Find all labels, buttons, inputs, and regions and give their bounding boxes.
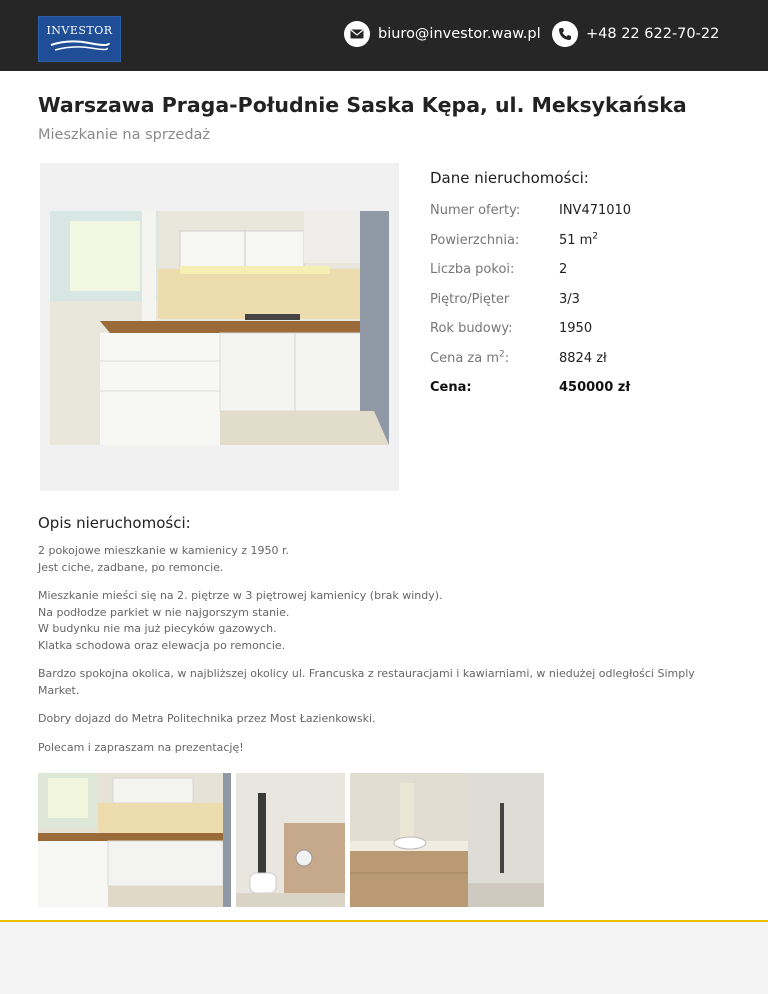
details-table	[430, 196, 750, 403]
logo-wave-graphic	[49, 39, 111, 55]
detail-row-price-per-m2	[430, 344, 750, 374]
contact-phone[interactable]	[552, 20, 719, 48]
page-footer	[0, 922, 768, 994]
detail-label: Cena:	[430, 380, 472, 396]
detail-row-offer-number	[430, 196, 750, 226]
detail-value: 1950	[559, 321, 593, 337]
gallery-photo-bathroom-toilet[interactable]	[236, 773, 345, 907]
contact-email[interactable]	[344, 20, 541, 48]
details-heading: Dane nieruchomości:	[430, 169, 589, 187]
investor-logo[interactable]	[38, 16, 121, 62]
detail-value: INV471010	[559, 203, 632, 219]
detail-row-area	[430, 226, 750, 256]
description-paragraph: Bardzo spokojna okolica, w najbliższej okolicy ul. Francuska z restauracjami i kawiarniami, w niedużej odległości Simply Market.	[38, 667, 695, 697]
main-photo-frame	[40, 163, 399, 491]
main-photo-kitchen[interactable]	[50, 211, 389, 445]
phone-icon	[552, 21, 578, 47]
detail-row-price	[430, 373, 750, 403]
gallery-photo-bathroom-sink[interactable]	[350, 773, 544, 907]
envelope-icon	[344, 21, 370, 47]
site-header	[0, 0, 768, 71]
detail-label: Liczba pokoi:	[430, 262, 515, 278]
logo-text: INVESTOR	[46, 24, 113, 37]
detail-value: 3/3	[559, 291, 580, 307]
detail-row-rooms	[430, 255, 750, 285]
detail-label: Powierzchnia:	[430, 232, 520, 248]
description-paragraph: Dobry dojazd do Metra Politechnika przez Most Łazienkowski.	[38, 712, 376, 725]
detail-label: Numer oferty:	[430, 203, 521, 219]
detail-value: 51 $m^2$	[559, 231, 599, 248]
detail-row-floor	[430, 285, 750, 315]
listing-subtitle: Mieszkanie na sprzedaż	[38, 127, 211, 143]
description-body	[38, 543, 738, 768]
detail-row-year-built	[430, 314, 750, 344]
description-heading: Opis nieruchomości:	[38, 514, 191, 532]
phone-number[interactable]: +48 22 622-70-22	[586, 26, 720, 42]
email-address[interactable]: biuro@investor.waw.pl	[378, 26, 541, 42]
description-paragraph: 2 pokojowe mieszkanie w kamienicy z 1950 r. Jest ciche, zadbane, po remoncie.	[38, 544, 290, 574]
listing-title: Warszawa Praga-Południe Saska Kępa, ul. Meksykańska	[38, 93, 687, 117]
detail-value: 450000 zł	[559, 380, 631, 396]
detail-label: Piętro/Pięter	[430, 291, 510, 307]
description-paragraph: Mieszkanie mieści się na 2. piętrze w 3 piętrowej kamienicy (brak windy). Na podłodze parkiet w nie najgorszym stanie. W budynku nie ma już piecyków gazowych. Klatka schodowa oraz elewacja po remoncie.	[38, 589, 443, 652]
detail-value: 8824 zł	[559, 350, 607, 366]
description-paragraph: Polecam i zapraszam na prezentację!	[38, 740, 244, 754]
gallery-photo-kitchen[interactable]	[38, 773, 231, 907]
detail-value: 2	[559, 262, 568, 278]
detail-label: Rok budowy:	[430, 321, 513, 337]
detail-label: Cena za $m^2$:	[430, 349, 510, 366]
